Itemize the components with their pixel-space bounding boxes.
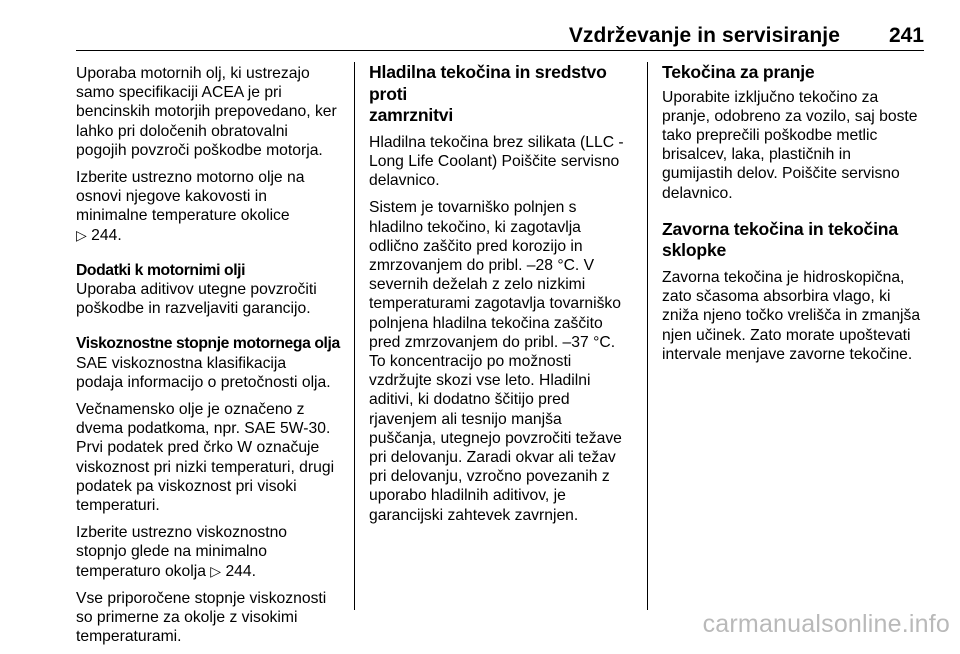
additives-paragraph: Uporaba aditivov utegne povzročiti poškodbe in razveljaviti garancijo.	[76, 281, 317, 318]
column-divider	[647, 62, 648, 610]
column-right	[662, 62, 932, 372]
header-rule	[76, 50, 924, 51]
washer-fluid-paragraph: Uporabite izključno tekočino za pranje, odobreno za vozilo, saj boste tako preprečili poškodbe metlic brisalcev, laka, plastičnih in gumijastih delov. Poiščite servisno delavnico.	[662, 88, 918, 202]
additives-heading: Dodatki k motornimi olji	[76, 261, 246, 279]
page-reference-icon: ▷	[76, 226, 87, 243]
column-divider	[354, 62, 355, 610]
brake-fluid-paragraph: Zavorna tekočina je hidroskopična, zato sčasoma absorbira vlago, ki zniža njeno točko vrelišča in zmanjša njen učinek. Zato morate upoštevati intervale menjave zavorne tekočine.	[662, 269, 921, 363]
page-reference-link[interactable]: 244.	[91, 226, 122, 244]
watermark: carmanualsonline.info	[702, 610, 950, 638]
page-header	[76, 24, 924, 50]
viscosity-heading: Viskoznostne stopnje motornega olja	[76, 335, 340, 353]
coolant-details-paragraph: Sistem je tovarniško polnjen s hladilno tekočino, ki zagotavlja odlično zaščito pred korozijo in zmrzovanjem do pribl. –28 °C. V severnih deželah z zelo nizkimi temperaturami zagotavlja tovarniško polnjena hladilna tekočina zaščito pred zmrzovanjem do pribl. –37 °C. To koncentracijo po možnosti vzdržujte skozi vse leto. Hladilni aditivi, ki dodatno ščitijo pred rjavenjem ali tesnijo manjša puščanja, utegnejo povzročiti težave pri delovanju. Zaradi okvar ali težav pri delovanju, vzročno povezanih z uporabo hladilnih aditivov, je garancijski zahtevek zavrnjen.	[369, 199, 622, 524]
column-middle	[369, 62, 639, 533]
viscosity-paragraph: SAE viskoznostna klasifikacija podaja informacijo o pretočnosti olja.	[76, 354, 331, 391]
multigrade-paragraph: Večnamensko olje je označeno z dvema podatkoma, npr. SAE 5W-30. Prvi podatek pred črko W označuje viskoznost pri nizki temperaturi, drugi podatek pa viskoznost pri visoki temperaturi.	[76, 401, 335, 515]
viscosity-selection-paragraph: Izberite ustrezno viskoznostno stopnjo glede na minimalno temperaturo okolja ▷ 244.	[76, 524, 288, 580]
washer-fluid-heading: Tekočina za pranje	[662, 62, 815, 82]
page-number: 241	[888, 24, 924, 47]
coolant-heading: Hladilna tekočina in sredstvo proti zamrznitvi	[369, 62, 607, 126]
brake-fluid-heading: Zavorna tekočina in tekočina sklopke	[662, 218, 898, 261]
page-reference-link[interactable]: 244.	[225, 562, 256, 580]
oil-selection-paragraph: Izberite ustrezno motorno olje na osnovi njegove kakovosti in minimalne temperature okolice ▷ 244.	[76, 169, 305, 244]
column-left	[76, 64, 346, 654]
section-title: Vzdrževanje in servisiranje	[568, 24, 840, 47]
coolant-type-paragraph: Hladilna tekočina brez silikata (LLC - Long Life Coolant) Poiščite servisno delavnico.	[369, 133, 624, 190]
recommendation-paragraph: Vse priporočene stopnje viskoznosti so primerne za okolje z visokimi temperaturami.	[76, 589, 327, 646]
page-reference-icon: ▷	[210, 562, 222, 579]
oil-acea-paragraph: Uporaba motornih olj, ki ustrezajo samo specifikaciji ACEA je pri bencinskih motorjih prepovedano, ker lahko pri določenih obratovalni pogojih povzroči poškodbe motorja.	[76, 65, 337, 159]
